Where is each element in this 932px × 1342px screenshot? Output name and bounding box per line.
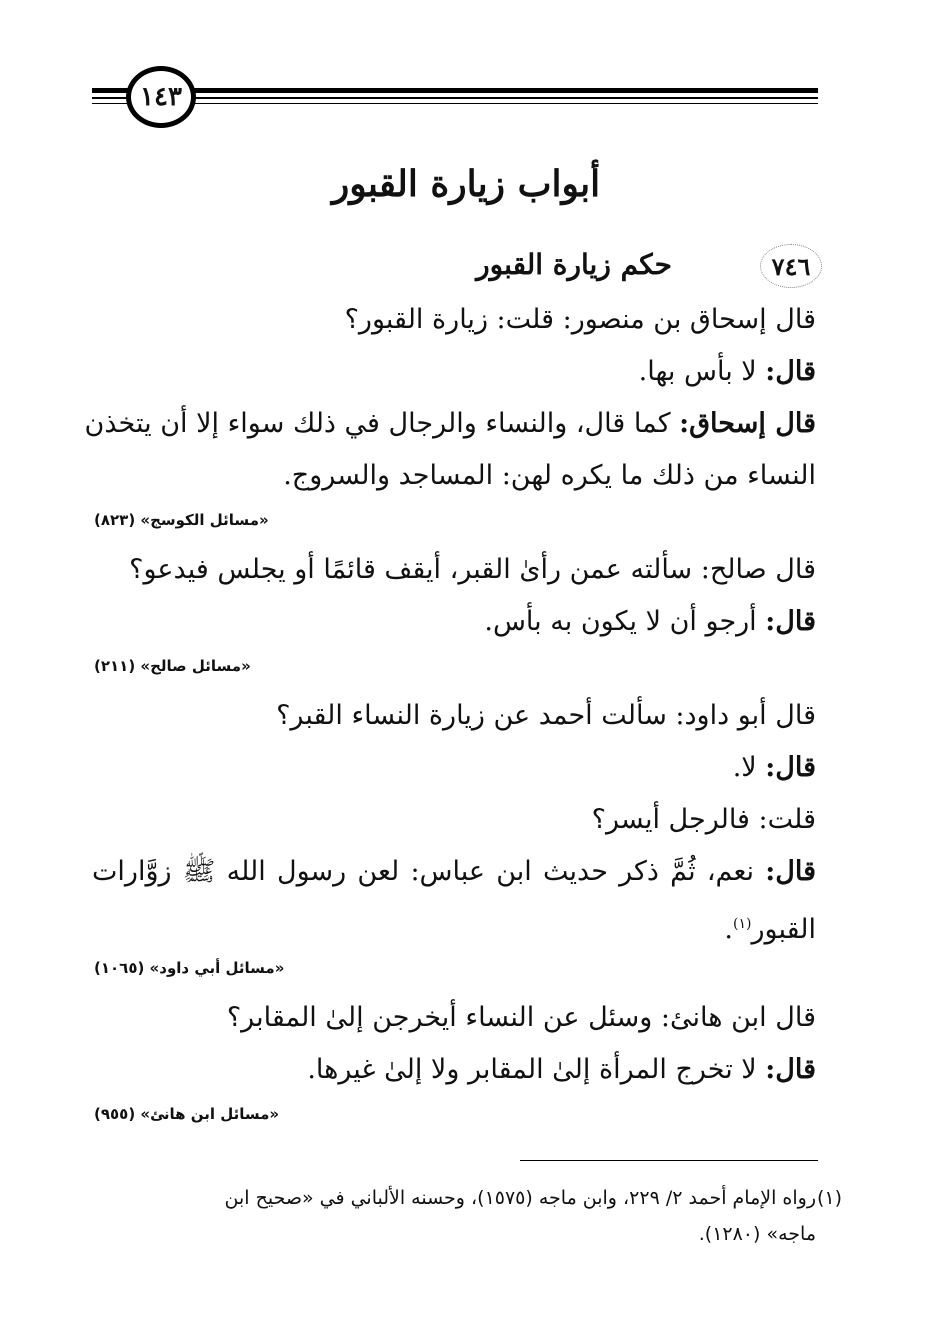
source-citation: «مسائل صالح» (٢١١)	[94, 657, 251, 675]
text-line: قال إسحاق: كما قال، والنساء والرجال في ذلك سواء إلا أن يتخذن	[84, 408, 816, 439]
text-line: قال صالح: سألته عمن رأىٰ القبر، أيقف قائمًا أو يجلس فيدعو؟	[129, 554, 816, 585]
footnote-ref: (١)	[733, 916, 752, 932]
source-citation: «مسائل أبي داود» (١٠٦٥)	[94, 959, 285, 977]
section-title: حكم زيارة القبور	[476, 248, 672, 281]
source-citation: «مسائل الكوسج» (٨٢٣)	[94, 511, 269, 529]
section-number: ٧٤٦	[760, 244, 822, 288]
text-line: قال: لا.	[732, 752, 816, 783]
page-number: ١٤٣	[126, 66, 196, 128]
text-line: قال: أرجو أن لا يكون به بأس.	[484, 606, 816, 637]
source-citation: «مسائل ابن هانئ» (٩٥٥)	[94, 1105, 280, 1123]
footnote-line: رواه الإمام أحمد ٢/ ٢٢٩، وابن ماجه (١٥٧٥)، وحسنه الألباني في «صحيح ابن	[224, 1187, 816, 1209]
text-line: قال ابن هانئ: وسئل عن النساء أيخرجن إلىٰ المقابر؟	[226, 1002, 816, 1033]
text-line: قال أبو داود: سألت أحمد عن زيارة النساء القبر؟	[276, 700, 816, 731]
footnote-number: (١)	[816, 1187, 842, 1209]
footnote	[92, 1180, 842, 1252]
footnote-separator	[520, 1160, 818, 1161]
text-line: القبور$^{(١)}$.	[724, 914, 816, 945]
header-rule	[92, 103, 818, 104]
footnote-line: ماجه» (١٢٨٠).	[698, 1223, 816, 1245]
text-line: النساء من ذلك ما يكره لهن: المساجد والسروج.	[283, 460, 816, 491]
chapter-title: أبواب زيارة القبور	[331, 163, 601, 205]
header-rule	[92, 88, 818, 93]
text-line: قال: لا بأس بها.	[638, 356, 816, 387]
header-rule	[92, 97, 818, 99]
text-line: قال إسحاق بن منصور: قلت: زيارة القبور؟	[344, 304, 816, 335]
section-heading	[330, 244, 822, 288]
text-line: قال: نعم، ثُمَّ ذكر حديث ابن عباس: لعن رسول الله ﷺ زوَّارات	[92, 856, 816, 887]
text-line: قلت: فالرجل أيسر؟	[591, 804, 816, 835]
text-line: قال: لا تخرج المرأة إلىٰ المقابر ولا إلىٰ غيرها.	[307, 1054, 816, 1085]
